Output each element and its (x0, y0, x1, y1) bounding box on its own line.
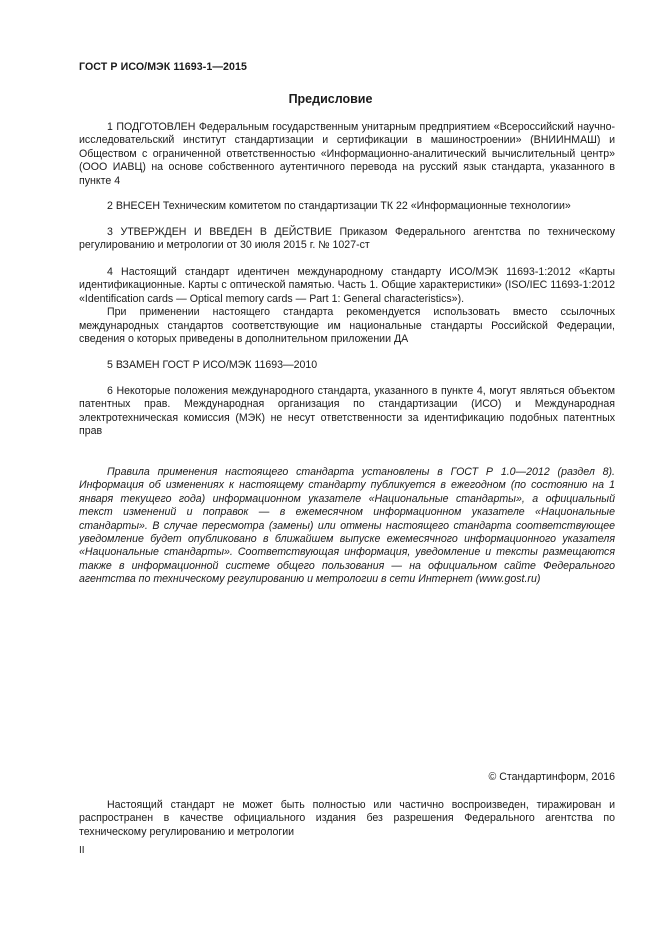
copyright-line: © Стандартинформ, 2016 (488, 771, 615, 783)
paragraph: 4 Настоящий стандарт идентичен международному стандарту ИСО/МЭК 11693-1:2012 «Карты идентификационные. Карты с оптической памятью. Часть 1. Общие характеристики» (ISO/IEC 11693-1:2012 «Identification cards — Optical memory cards — Part 1: General characteristics»). (79, 266, 615, 305)
paragraph: 6 Некоторые положения международного стандарта, указанного в пункте 4, могут являться объектом патентных прав. Международная организация по стандартизации (ИСО) и Международная электротехническая комиссия (МЭК) не несут ответственности за идентификацию подобных патентных прав (79, 385, 615, 438)
notice-text: Правила применения настоящего стандарта установлены в ГОСТ Р 1.0—2012 (раздел 8). Информация об изменениях к настоящему стандарту публикуется в ежегодном (по состоянию на 1 января текущего года) информационном указателе «Национальные стандарты», а официальный текст изменений и поправок — в ежемесячном информационном указателе «Национальные стандарты». В случае пересмотра (замены) или отмены настоящего стандарта соответствующее уведомление будет опубликовано в ближайшем выпуске ежемесячного информационного указателя «Национальные стандарты». Соответствующая информация, уведомление и тексты размещаются также в информационной системе общего пользования — на официальном сайте Федерального агентства по техническому регулированию и метрологии в сети Интернет (www.gost.ru) (79, 466, 615, 586)
paragraph: При применении настоящего стандарта рекомендуется использовать вместо ссылочных международных стандартов соответствующие им национальные стандарты Российской Федерации, сведения о которых приведены в дополнительном приложении ДА (79, 306, 615, 346)
foreword-item-1 (79, 121, 615, 188)
foreword-item-3 (79, 226, 615, 253)
foreword-item-4 (79, 266, 615, 346)
application-rules-notice (79, 466, 615, 587)
page-title: Предисловие (288, 92, 373, 106)
foreword-item-6 (79, 385, 615, 439)
paragraph: 3 УТВЕРЖДЕН И ВВЕДЕН В ДЕЙСТВИЕ Приказом Федерального агентства по техническому регулированию и метрологии от 30 июля 2015 г. № 1027-ст (79, 226, 615, 252)
notice-text: Настоящий стандарт не может быть полностью или частично воспроизведен, тиражирован и распространен в качестве официального издания без разрешения Федерального агентства по техническому регулированию и метрологии (79, 799, 615, 838)
reproduction-notice (79, 799, 615, 839)
paragraph: 1 ПОДГОТОВЛЕН Федеральным государственным унитарным предприятием «Всероссийский научно-исследовательский институт стандартизации и сертификации в машиностроении» (ВНИИНМАШ) и Обществом с ограниченной ответственностью «Информационно-аналитический вычислительный центр» (ООО ИАВЦ) на основе собственного аутентичного перевода на русский язык стандарта, указанного в пункте 4 (79, 121, 615, 187)
paragraph: 5 ВЗАМЕН ГОСТ Р ИСО/МЭК 11693—2010 (107, 359, 318, 371)
foreword-item-5 (79, 359, 615, 372)
document-id-header: ГОСТ Р ИСО/МЭК 11693-1—2015 (79, 61, 248, 73)
paragraph: 2 ВНЕСЕН Техническим комитетом по стандартизации ТК 22 «Информационные технологии» (107, 200, 571, 212)
foreword-item-2 (79, 200, 615, 213)
page-number: II (79, 845, 85, 856)
